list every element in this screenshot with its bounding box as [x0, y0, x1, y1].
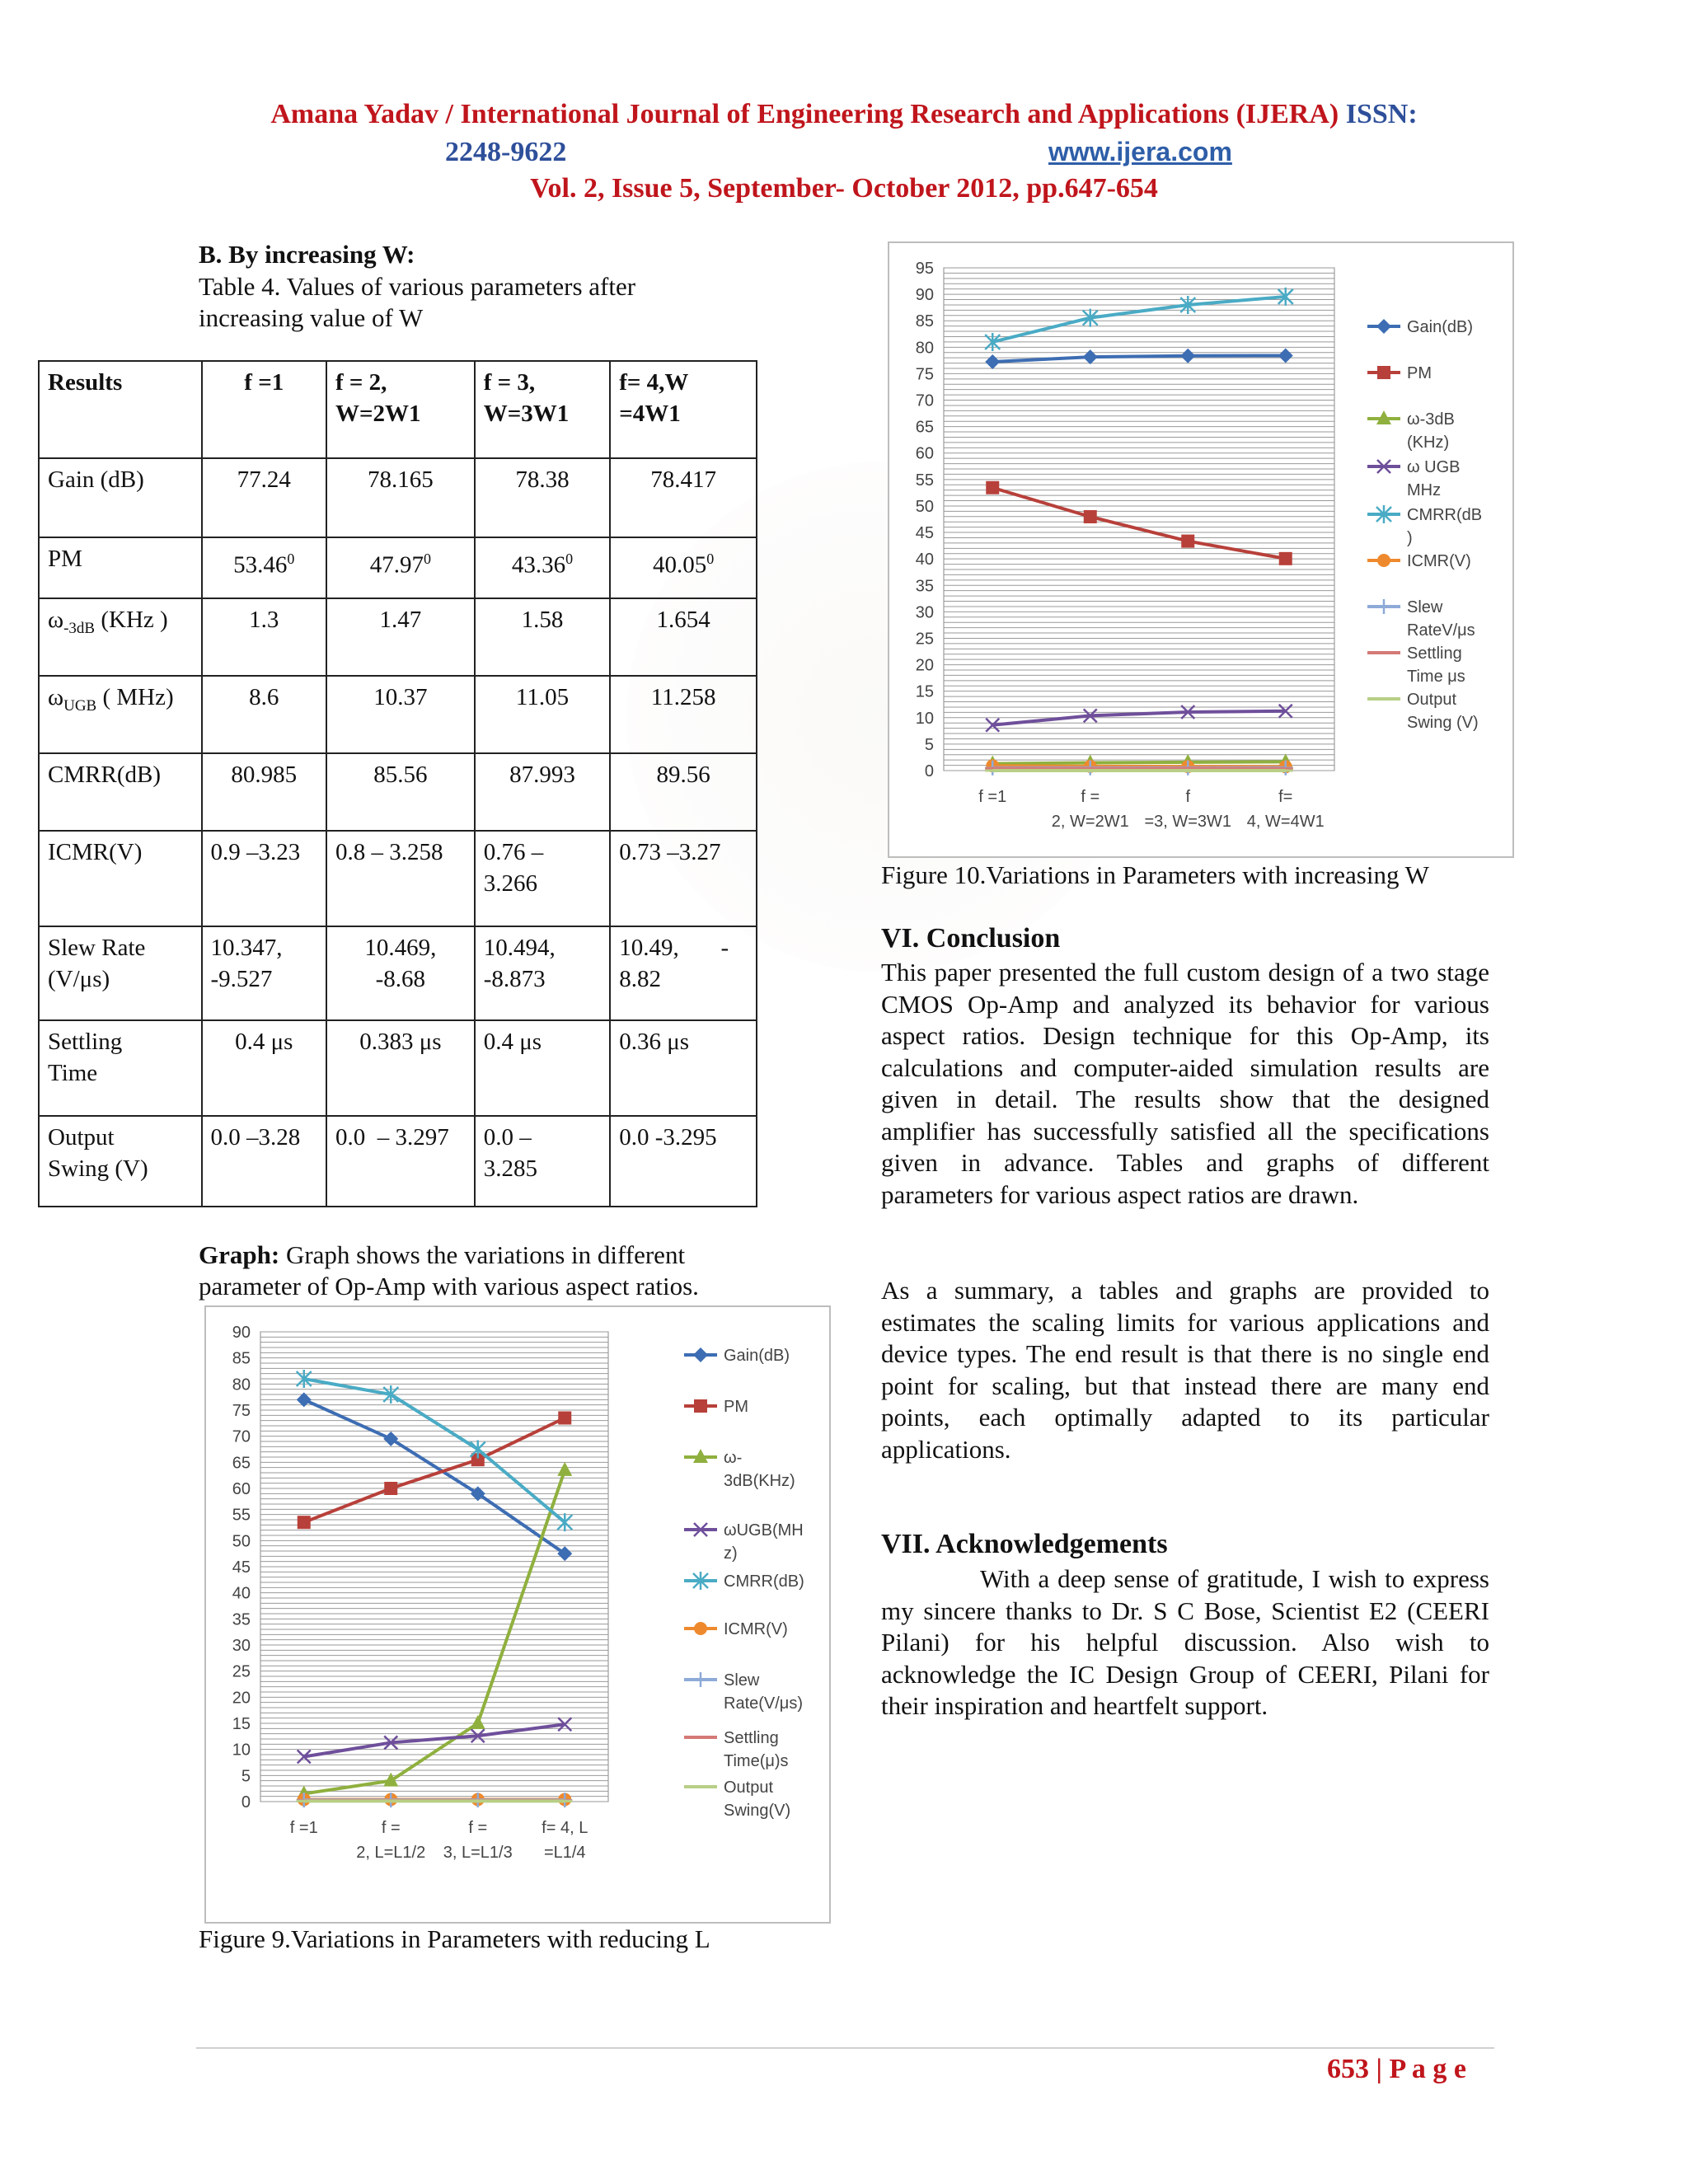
- legend-label: ω-3dB: [1407, 410, 1455, 429]
- legend-label: Slew: [1407, 598, 1443, 616]
- data-point: [1181, 535, 1194, 548]
- table-cell: 78.38: [475, 458, 611, 537]
- table-cell: 10.469, -8.68: [326, 926, 475, 1020]
- y-tick-label: 10: [915, 709, 934, 728]
- y-tick-label: 90: [915, 286, 934, 305]
- table-row: [39, 598, 757, 676]
- figure9-caption: Figure 9.Variations in Parameters with reducing L: [199, 1924, 710, 1953]
- degree-sup: 0: [565, 551, 574, 567]
- y-tick-label: 45: [232, 1558, 251, 1577]
- issn-number: 2248-9622: [445, 137, 567, 167]
- legend-marker: [694, 1622, 707, 1635]
- legend-label: PM: [1407, 364, 1432, 382]
- degree-sup: 0: [287, 551, 295, 567]
- table-cell: 10.494, -8.873: [475, 926, 611, 1020]
- y-tick-label: 60: [232, 1480, 251, 1498]
- series-line: [992, 762, 1286, 763]
- y-tick-label: 35: [232, 1610, 251, 1629]
- table-cell: 0.0 -3.295: [610, 1116, 757, 1207]
- legend-marker: [694, 1399, 707, 1413]
- table-cell: 0.76 – 3.266: [475, 831, 611, 926]
- figure9-chart: [204, 1305, 831, 1924]
- row-label: Slew Rate (V/μs): [39, 926, 202, 1020]
- y-tick-label: 25: [915, 630, 934, 649]
- legend-label: Time μs: [1407, 668, 1465, 686]
- table-cell: 8.6: [202, 676, 326, 753]
- table-header-cell: f = 2, W=2W1: [326, 361, 475, 458]
- table-cell: 85.56: [326, 753, 475, 831]
- y-tick-label: 5: [241, 1767, 251, 1786]
- legend-label: Time(μ)s: [724, 1752, 789, 1770]
- table-cell: [326, 537, 475, 598]
- row-label: ICMR(V): [39, 831, 202, 926]
- legend-item: [684, 1671, 803, 1713]
- label-unit: (KHz ): [95, 607, 168, 633]
- x-tick-label: f=: [1278, 788, 1293, 806]
- graph-intro-bold: Graph:: [199, 1240, 280, 1269]
- y-tick-label: 50: [232, 1532, 251, 1551]
- legend-label: Output: [724, 1779, 774, 1797]
- table-cell: 87.993: [475, 753, 611, 831]
- issn-label: ISSN:: [1345, 99, 1418, 129]
- x-tick-label: 2, L=L1/2: [356, 1844, 426, 1862]
- table-header-cell: f = 3, W=3W1: [475, 361, 611, 458]
- table-cell: 0.0 –3.28: [202, 1116, 326, 1207]
- x-tick-label: 4, W=4W1: [1246, 813, 1325, 831]
- legend-label: ω UGB: [1407, 458, 1461, 476]
- volume-line: Vol. 2, Issue 5, September- October 2012, pp.647-654: [530, 173, 1158, 204]
- y-tick-label: 35: [915, 577, 934, 596]
- table-cell: [475, 537, 611, 598]
- y-tick-label: 85: [232, 1349, 251, 1368]
- y-tick-label: 60: [915, 444, 934, 463]
- legend-label: Output: [1407, 691, 1457, 709]
- table-cell: 0.73 –3.27: [610, 831, 757, 926]
- y-tick-label: 25: [232, 1662, 251, 1681]
- data-point: [1084, 510, 1097, 523]
- conclusion-heading: VI. Conclusion: [881, 923, 1061, 954]
- legend-label: Settling: [1407, 644, 1462, 663]
- table-cell: 11.05: [475, 676, 611, 753]
- y-tick-label: 70: [915, 391, 934, 410]
- label-subscript: UGB: [63, 696, 97, 715]
- legend-marker: [693, 1347, 708, 1362]
- table-cell: 10.347, -9.527: [202, 926, 326, 1020]
- table-cell: 1.3: [202, 598, 326, 676]
- y-tick-label: 5: [924, 735, 934, 754]
- table-cell: 0.36 μs: [610, 1020, 757, 1116]
- y-tick-label: 10: [232, 1741, 251, 1760]
- x-tick-label: f =: [468, 1819, 488, 1837]
- legend-label: ω-: [724, 1449, 743, 1467]
- journal-url-link[interactable]: www.ijera.com: [1048, 137, 1232, 166]
- table-cell: 77.24: [202, 458, 326, 537]
- legend-marker: [1377, 554, 1390, 567]
- row-label: PM: [39, 537, 202, 598]
- y-tick-label: 20: [232, 1689, 251, 1708]
- legend-item: [1367, 318, 1473, 336]
- legend-label: z): [724, 1544, 738, 1563]
- table-cell: 1.47: [326, 598, 475, 676]
- table-header-cell: Results: [39, 361, 202, 458]
- table-cell: 0.4 μs: [202, 1020, 326, 1116]
- y-tick-label: 30: [915, 603, 934, 622]
- table-row: [39, 1116, 757, 1207]
- figure9-svg: [206, 1307, 829, 1922]
- legend-label: ωUGB(MH: [724, 1521, 804, 1540]
- row-label: [39, 676, 202, 753]
- x-tick-label: f =: [1081, 788, 1100, 806]
- legend-label: CMRR(dB: [1407, 506, 1483, 524]
- graph-intro-text: Graph shows the variations in different: [279, 1240, 686, 1269]
- acknowledgements-heading: VII. Acknowledgements: [881, 1529, 1168, 1559]
- y-tick-label: 40: [915, 551, 934, 569]
- figure10-svg: [889, 243, 1512, 856]
- table-row: [39, 537, 757, 598]
- y-tick-label: 65: [915, 418, 934, 437]
- legend-item: [684, 1572, 804, 1591]
- row-label: Gain (dB): [39, 458, 202, 537]
- table-cell: 80.985: [202, 753, 326, 831]
- legend-label: CMRR(dB): [724, 1572, 804, 1591]
- y-tick-label: 65: [232, 1454, 251, 1473]
- legend-label: Gain(dB): [724, 1347, 790, 1365]
- conclusion-paragraph-2: As a summary, a tables and graphs are provided to estimates the scaling limits for various applications and device types. The end result is that there is no single end point for scaling, but that instead there are many end points, each optimally adapted to its particular applications.: [881, 1276, 1489, 1464]
- legend-label: Settling: [724, 1729, 779, 1747]
- legend-item: [1367, 458, 1461, 499]
- y-tick-label: 15: [232, 1715, 251, 1733]
- table-cell: 0.383 μs: [326, 1020, 475, 1116]
- legend-marker: [693, 1672, 708, 1687]
- y-tick-label: 15: [915, 682, 934, 701]
- table-cell: 1.654: [610, 598, 757, 676]
- table-row: [39, 753, 757, 831]
- x-tick-label: f= 4, L: [542, 1819, 588, 1837]
- figure10-chart: [888, 241, 1514, 858]
- y-tick-label: 20: [915, 656, 934, 675]
- y-tick-label: 0: [241, 1793, 251, 1811]
- row-label: Output Swing (V): [39, 1116, 202, 1207]
- y-tick-label: 0: [924, 762, 934, 780]
- y-tick-label: 85: [915, 312, 934, 331]
- degree-sup: 0: [423, 551, 431, 567]
- row-label: CMRR(dB): [39, 753, 202, 831]
- legend-item: [1367, 364, 1432, 382]
- legend-label: RateV/μs: [1407, 621, 1475, 640]
- legend-label: MHz: [1407, 481, 1442, 499]
- table-cell: 0.0 – 3.297: [326, 1116, 475, 1207]
- legend-label: Slew: [724, 1671, 760, 1690]
- results-table: [38, 360, 757, 1207]
- table-cell: 78.165: [326, 458, 475, 537]
- x-tick-label: f =1: [978, 788, 1007, 806]
- legend-marker: [1376, 599, 1391, 614]
- legend-item: [684, 1779, 790, 1820]
- table-cell: [610, 537, 757, 598]
- x-tick-label: 3, L=L1/3: [443, 1844, 513, 1862]
- legend-label: Rate(V/μs): [724, 1694, 803, 1713]
- pm-value: 47.97: [369, 551, 424, 579]
- pm-value: 40.05: [653, 551, 707, 579]
- y-tick-label: 75: [232, 1402, 251, 1420]
- section-b-heading: B. By increasing W:: [199, 240, 415, 269]
- legend-marker: [1376, 319, 1391, 334]
- y-tick-label: 80: [915, 339, 934, 358]
- y-tick-label: 45: [915, 524, 934, 543]
- legend-label: (KHz): [1407, 434, 1450, 452]
- table-cell: 1.58: [475, 598, 611, 676]
- data-point: [986, 481, 999, 494]
- table-row: [39, 831, 757, 926]
- label-subscript: -3dB: [63, 619, 96, 637]
- table-cell: 0.8 – 3.258: [326, 831, 475, 926]
- table-cell: 0.4 μs: [475, 1020, 611, 1116]
- y-tick-label: 90: [232, 1324, 251, 1342]
- journal-header: [0, 99, 1688, 130]
- y-tick-label: 55: [232, 1506, 251, 1525]
- y-tick-label: 75: [915, 365, 934, 384]
- table-cell: 78.417: [610, 458, 757, 537]
- legend-label: PM: [724, 1398, 748, 1416]
- graph-intro-line1: [199, 1240, 685, 1272]
- legend-item: [684, 1398, 748, 1416]
- table-row: [39, 926, 757, 1020]
- figure10-caption: Figure 10.Variations in Parameters with increasing W: [881, 860, 1429, 889]
- x-tick-label: =3, W=3W1: [1144, 813, 1232, 831]
- label-unit: ( MHz): [96, 684, 174, 710]
- journal-header-line2: [445, 137, 1269, 168]
- x-tick-label: f =: [381, 1819, 401, 1837]
- table-cell: 0.9 –3.23: [202, 831, 326, 926]
- y-tick-label: 70: [232, 1427, 251, 1446]
- table-cell: 10.49, - 8.82: [610, 926, 757, 1020]
- legend-marker: [1377, 366, 1390, 379]
- legend-label: ICMR(V): [1407, 552, 1471, 570]
- legend-item: [684, 1449, 795, 1490]
- legend-label: 3dB(KHz): [724, 1472, 795, 1490]
- acknowledgements-paragraph: With a deep sense of gratitude, I wish to express my sincere thanks to Dr. S C Bose, Scientist E2 (CEERI Pilani) for his helpful discussion. Also wish to acknowledge the IC Design Group of CEERI, Pilani for their inspiration and heartfelt support.: [881, 1564, 1489, 1720]
- data-point: [558, 1412, 571, 1425]
- y-tick-label: 80: [232, 1376, 251, 1394]
- table-cell: 11.258: [610, 676, 757, 753]
- legend-item: [684, 1347, 790, 1365]
- plot-area: [944, 268, 1334, 771]
- y-tick-label: 95: [915, 260, 934, 278]
- footer-divider: [196, 2047, 1494, 2049]
- data-point: [384, 1482, 397, 1495]
- y-tick-label: 50: [915, 497, 934, 516]
- x-tick-label: f =1: [289, 1819, 318, 1837]
- table-row: [39, 676, 757, 753]
- legend-label: Swing(V): [724, 1802, 791, 1820]
- data-point: [298, 1516, 311, 1529]
- table-caption-line1: Table 4. Values of various parameters after: [199, 272, 636, 301]
- journal-title: Amana Yadav / International Journal of Engineering Research and Applications (IJERA): [270, 99, 1339, 129]
- y-tick-label: 40: [232, 1584, 251, 1603]
- table-caption-line2: increasing value of W: [199, 303, 424, 332]
- legend-label: Swing (V): [1407, 714, 1479, 732]
- legend-item: [684, 1521, 804, 1563]
- x-tick-label: 2, W=2W1: [1051, 813, 1129, 831]
- table-row: [39, 1020, 757, 1116]
- graph-intro-line2: parameter of Op-Amp with various aspect ratios.: [199, 1272, 699, 1301]
- table-cell: 10.37: [326, 676, 475, 753]
- legend-item: [684, 1729, 789, 1770]
- legend-label: Gain(dB): [1407, 318, 1474, 336]
- table-header-row: [39, 361, 757, 458]
- table-header-cell: f= 4,W =4W1: [610, 361, 757, 458]
- x-tick-label: f: [1185, 788, 1191, 806]
- omega-symbol: ω: [48, 607, 64, 633]
- table-cell: 0.0 – 3.285: [475, 1116, 611, 1207]
- row-label: Settling Time: [39, 1020, 202, 1116]
- row-label: [39, 598, 202, 676]
- conclusion-paragraph-1: This paper presented the full custom design of a two stage CMOS Op-Amp and analyzed its behavior for various aspect ratios. Design technique for this Op-Amp, its calculations and computer-aided simulation results are given in detail. The results show that the designed amplifier has successfully satisfied all the specifications given in advance. Tables and graphs of different parameters for various aspect ratios are drawn.: [881, 958, 1489, 1209]
- data-point: [1279, 552, 1292, 565]
- table-cell: [202, 537, 326, 598]
- degree-sup: 0: [706, 551, 715, 567]
- table-row: [39, 458, 757, 537]
- legend-item: [1367, 691, 1479, 732]
- legend-item: [1367, 598, 1475, 640]
- omega-symbol: ω: [48, 684, 64, 710]
- y-tick-label: 30: [232, 1637, 251, 1655]
- legend-item: [684, 1620, 788, 1638]
- table-header-cell: f =1: [202, 361, 326, 458]
- table-cell: 89.56: [610, 753, 757, 831]
- legend-item: [1367, 505, 1482, 547]
- y-tick-label: 55: [915, 471, 934, 490]
- page-number: 653 | P a g e: [1327, 2054, 1466, 2084]
- x-tick-label: =L1/4: [543, 1844, 586, 1862]
- pm-value: 53.46: [233, 551, 288, 579]
- legend-label: ICMR(V): [724, 1620, 788, 1638]
- legend-item: [1367, 552, 1471, 570]
- legend-item: [1367, 644, 1465, 686]
- legend-label: ): [1407, 529, 1413, 547]
- pm-value: 43.36: [511, 551, 566, 579]
- legend-item: [1367, 410, 1455, 452]
